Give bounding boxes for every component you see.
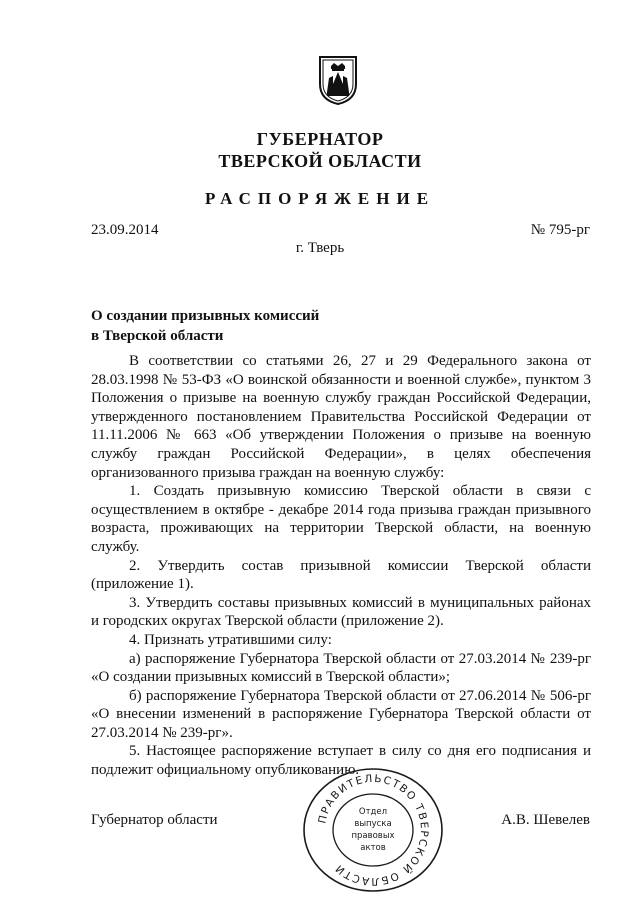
body-paragraph: б) распоряжение Губернатора Тверской области от 27.06.2014 № 506-рг «О внесении изменений в распоряжение Губернатора Тверской области от 27.03.2014 № 239-рг». xyxy=(91,687,591,741)
body-paragraph: а) распоряжение Губернатора Тверской области от 27.03.2014 № 239-рг «О создании призывных комиссий в Тверской области»; xyxy=(91,650,591,686)
stamp-inner-line: выпуска xyxy=(354,819,392,829)
document-subject xyxy=(91,306,319,346)
stamp-inner-line: правовых xyxy=(351,831,395,841)
tver-coat-of-arms-icon xyxy=(317,54,359,106)
signatory-position: Губернатор области xyxy=(91,812,218,828)
subject-line-1: О создании призывных комиссий xyxy=(91,308,320,324)
document-date: 23.09.2014 xyxy=(91,222,159,238)
region-title: ТВЕРСКОЙ ОБЛАСТИ xyxy=(218,151,422,171)
body-paragraph: 2. Утвердить состав призывной комиссии Тверской области (приложение 1). xyxy=(91,557,591,593)
document-body xyxy=(91,352,591,780)
body-paragraph: 1. Создать призывную комиссию Тверской области в связи с осуществлением в октябре - декабре 2014 года призыва граждан призывного возраста, проживающих на территории Тверской области, на военную службу. xyxy=(91,483,591,555)
body-paragraph: 5. Настоящее распоряжение вступает в силу со дня его подписания и подлежит официальному опубликованию. xyxy=(91,743,591,779)
stamp-inner-line: Отдел xyxy=(358,807,388,817)
body-paragraph: В соответствии со статьями 26, 27 и 29 Федерального закона от 28.03.1998 № 53-ФЗ «О воинской обязанности и военной службе», пунктом 3 Положения о призыве на военную службу граждан Российской Федерации, утвержденного постановлением Правительства Российской Федерации от 11.11.2006 № 663 «Об утверждении Положения о призыве на военную службу граждан Российской Федерации», в целях обеспечения организованного призыва граждан на военную службу: xyxy=(91,353,591,481)
subject-line-2: в Тверской области xyxy=(91,328,224,344)
document-city: г. Тверь xyxy=(295,240,345,256)
body-paragraph: 4. Признать утратившими силу: xyxy=(129,631,332,648)
document-number: № 795-рг xyxy=(530,222,590,238)
signatory-name: А.В. Шевелев xyxy=(501,812,590,828)
stamp-ring-text: ПРАВИТЕЛЬСТВО ТВЕРСКОЙ ОБЛАСТИ xyxy=(316,772,431,888)
stamp-inner-line: актов xyxy=(360,843,386,853)
document-type-title: РАСПОРЯЖЕНИЕ xyxy=(204,189,436,208)
body-paragraph: 3. Утвердить составы призывных комиссий в муниципальных районах и городских округах Тверской области (приложение 2). xyxy=(91,594,591,630)
official-stamp xyxy=(300,766,446,894)
governor-title: ГУБЕРНАТОР xyxy=(256,129,384,149)
